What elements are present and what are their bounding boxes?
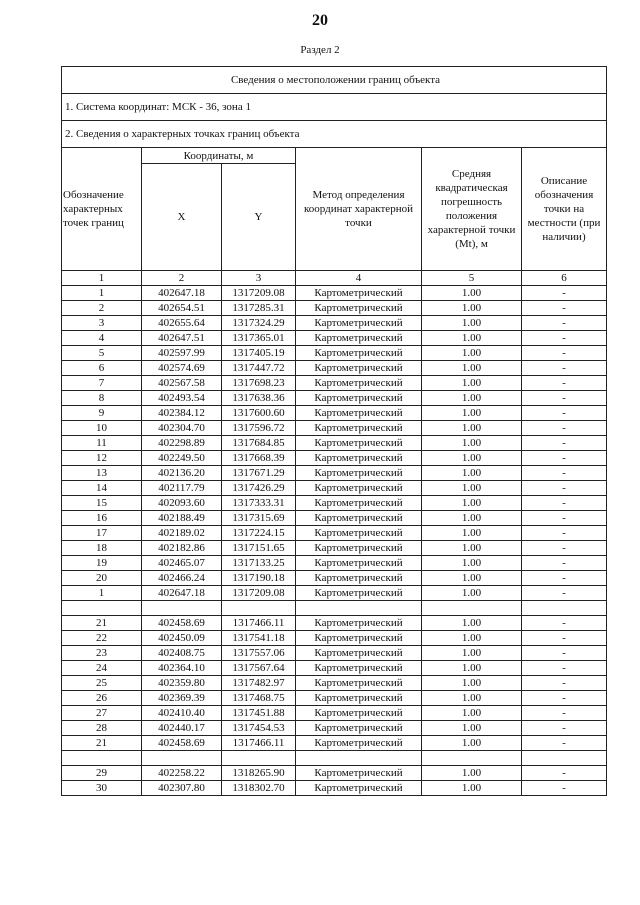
cell-y: 1317405.19 xyxy=(222,346,296,361)
cell-description: - xyxy=(522,616,607,631)
empty-cell xyxy=(62,751,142,766)
empty-cell xyxy=(422,601,522,616)
cell-method: Картометрический xyxy=(296,526,422,541)
cell-description: - xyxy=(522,556,607,571)
cell-description: - xyxy=(522,631,607,646)
cell-method: Картометрический xyxy=(296,736,422,751)
cell-y: 1317333.31 xyxy=(222,496,296,511)
cell-y: 1317454.53 xyxy=(222,721,296,736)
cell-method: Картометрический xyxy=(296,451,422,466)
cell-method: Картометрический xyxy=(296,691,422,706)
cell-y: 1317466.11 xyxy=(222,616,296,631)
cell-point: 23 xyxy=(62,646,142,661)
table-row xyxy=(62,436,607,451)
col-number: 2 xyxy=(142,271,222,286)
table-row xyxy=(62,526,607,541)
table-row xyxy=(62,691,607,706)
table-row xyxy=(62,571,607,586)
cell-description: - xyxy=(522,481,607,496)
cell-y: 1317324.29 xyxy=(222,316,296,331)
cell-error: 1.00 xyxy=(422,691,522,706)
cell-point: 14 xyxy=(62,481,142,496)
cell-point: 26 xyxy=(62,691,142,706)
cell-x: 402654.51 xyxy=(142,301,222,316)
cell-description: - xyxy=(522,736,607,751)
cell-point: 20 xyxy=(62,571,142,586)
table-row xyxy=(62,346,607,361)
cell-point: 30 xyxy=(62,781,142,796)
cell-x: 402249.50 xyxy=(142,451,222,466)
cell-x: 402597.99 xyxy=(142,346,222,361)
cell-error: 1.00 xyxy=(422,586,522,601)
cell-y: 1317451.88 xyxy=(222,706,296,721)
cell-y: 1317151.65 xyxy=(222,541,296,556)
empty-cell xyxy=(522,601,607,616)
cell-y: 1317698.23 xyxy=(222,376,296,391)
cell-error: 1.00 xyxy=(422,676,522,691)
cell-description: - xyxy=(522,346,607,361)
cell-y: 1317684.85 xyxy=(222,436,296,451)
cell-method: Картометрический xyxy=(296,436,422,451)
cell-method: Картометрический xyxy=(296,316,422,331)
cell-point: 4 xyxy=(62,331,142,346)
empty-cell xyxy=(142,601,222,616)
cell-error: 1.00 xyxy=(422,661,522,676)
cell-method: Картометрический xyxy=(296,406,422,421)
cell-method: Картометрический xyxy=(296,556,422,571)
cell-method: Картометрический xyxy=(296,511,422,526)
cell-description: - xyxy=(522,661,607,676)
cell-point: 9 xyxy=(62,406,142,421)
cell-x: 402493.54 xyxy=(142,391,222,406)
empty-cell xyxy=(222,751,296,766)
cell-error: 1.00 xyxy=(422,736,522,751)
cell-method: Картометрический xyxy=(296,376,422,391)
cell-y: 1317638.36 xyxy=(222,391,296,406)
cell-method: Картометрический xyxy=(296,286,422,301)
col-number: 6 xyxy=(522,271,607,286)
cell-y: 1317596.72 xyxy=(222,421,296,436)
table-row xyxy=(62,781,607,796)
cell-method: Картометрический xyxy=(296,646,422,661)
cell-error: 1.00 xyxy=(422,466,522,481)
cell-y: 1317671.29 xyxy=(222,466,296,481)
cell-point: 12 xyxy=(62,451,142,466)
cell-x: 402093.60 xyxy=(142,496,222,511)
table-row xyxy=(62,646,607,661)
cell-method: Картометрический xyxy=(296,781,422,796)
cell-description: - xyxy=(522,766,607,781)
cell-x: 402458.69 xyxy=(142,736,222,751)
cell-x: 402307.80 xyxy=(142,781,222,796)
cell-description: - xyxy=(522,646,607,661)
cell-error: 1.00 xyxy=(422,331,522,346)
cell-error: 1.00 xyxy=(422,646,522,661)
cell-description: - xyxy=(522,781,607,796)
table-row xyxy=(62,316,607,331)
table-row xyxy=(62,361,607,376)
header-x: X xyxy=(142,164,222,271)
table-row xyxy=(62,511,607,526)
table-row xyxy=(62,661,607,676)
boundary-points-table xyxy=(61,66,607,796)
cell-point: 1 xyxy=(62,286,142,301)
cell-y: 1317567.64 xyxy=(222,661,296,676)
cell-description: - xyxy=(522,286,607,301)
header-point-designation: Обозначение характерных точек границ xyxy=(62,148,142,271)
cell-point: 13 xyxy=(62,466,142,481)
cell-x: 402136.20 xyxy=(142,466,222,481)
cell-y: 1317468.75 xyxy=(222,691,296,706)
cell-error: 1.00 xyxy=(422,361,522,376)
cell-method: Картометрический xyxy=(296,481,422,496)
cell-y: 1317466.11 xyxy=(222,736,296,751)
cell-x: 402567.58 xyxy=(142,376,222,391)
cell-error: 1.00 xyxy=(422,346,522,361)
cell-description: - xyxy=(522,586,607,601)
cell-error: 1.00 xyxy=(422,406,522,421)
empty-cell xyxy=(62,601,142,616)
cell-x: 402384.12 xyxy=(142,406,222,421)
table-row xyxy=(62,301,607,316)
col-number: 1 xyxy=(62,271,142,286)
cell-y: 1317365.01 xyxy=(222,331,296,346)
cell-x: 402647.18 xyxy=(142,586,222,601)
cell-y: 1317224.15 xyxy=(222,526,296,541)
cell-point: 11 xyxy=(62,436,142,451)
cell-y: 1318302.70 xyxy=(222,781,296,796)
cell-x: 402408.75 xyxy=(142,646,222,661)
cell-y: 1317668.39 xyxy=(222,451,296,466)
cell-y: 1318265.90 xyxy=(222,766,296,781)
cell-point: 18 xyxy=(62,541,142,556)
cell-x: 402450.09 xyxy=(142,631,222,646)
cell-error: 1.00 xyxy=(422,286,522,301)
cell-error: 1.00 xyxy=(422,541,522,556)
cell-error: 1.00 xyxy=(422,376,522,391)
cell-x: 402188.49 xyxy=(142,511,222,526)
cell-x: 402466.24 xyxy=(142,571,222,586)
cell-error: 1.00 xyxy=(422,316,522,331)
col-number: 5 xyxy=(422,271,522,286)
page-number: 20 xyxy=(312,12,328,29)
cell-description: - xyxy=(522,331,607,346)
table-title: Сведения о местоположении границ объекта xyxy=(62,67,607,94)
table-row xyxy=(62,706,607,721)
cell-method: Картометрический xyxy=(296,706,422,721)
cell-error: 1.00 xyxy=(422,781,522,796)
cell-description: - xyxy=(522,721,607,736)
table-row xyxy=(62,676,607,691)
cell-description: - xyxy=(522,706,607,721)
cell-point: 21 xyxy=(62,736,142,751)
cell-point: 6 xyxy=(62,361,142,376)
cell-description: - xyxy=(522,496,607,511)
cell-x: 402647.51 xyxy=(142,331,222,346)
cell-description: - xyxy=(522,301,607,316)
cell-method: Картометрический xyxy=(296,466,422,481)
table-row xyxy=(62,556,607,571)
table-row-gap xyxy=(62,601,607,616)
table-row xyxy=(62,616,607,631)
cell-description: - xyxy=(522,526,607,541)
cell-description: - xyxy=(522,391,607,406)
cell-point: 1 xyxy=(62,586,142,601)
table-row xyxy=(62,586,607,601)
cell-x: 402364.10 xyxy=(142,661,222,676)
cell-description: - xyxy=(522,541,607,556)
table-row xyxy=(62,421,607,436)
cell-point: 10 xyxy=(62,421,142,436)
cell-y: 1317541.18 xyxy=(222,631,296,646)
cell-point: 19 xyxy=(62,556,142,571)
cell-error: 1.00 xyxy=(422,481,522,496)
cell-method: Картометрический xyxy=(296,631,422,646)
cell-error: 1.00 xyxy=(422,526,522,541)
table-row xyxy=(62,721,607,736)
empty-cell xyxy=(522,751,607,766)
table-row xyxy=(62,331,607,346)
cell-x: 402574.69 xyxy=(142,361,222,376)
cell-y: 1317600.60 xyxy=(222,406,296,421)
cell-method: Картометрический xyxy=(296,496,422,511)
cell-x: 402304.70 xyxy=(142,421,222,436)
cell-point: 24 xyxy=(62,661,142,676)
section-title: Раздел 2 xyxy=(300,44,340,56)
cell-x: 402465.07 xyxy=(142,556,222,571)
cell-method: Картометрический xyxy=(296,766,422,781)
cell-method: Картометрический xyxy=(296,586,422,601)
cell-x: 402359.80 xyxy=(142,676,222,691)
cell-description: - xyxy=(522,406,607,421)
cell-y: 1317482.97 xyxy=(222,676,296,691)
cell-method: Картометрический xyxy=(296,301,422,316)
cell-point: 5 xyxy=(62,346,142,361)
cell-x: 402258.22 xyxy=(142,766,222,781)
cell-point: 7 xyxy=(62,376,142,391)
cell-error: 1.00 xyxy=(422,391,522,406)
cell-error: 1.00 xyxy=(422,766,522,781)
cell-method: Картометрический xyxy=(296,361,422,376)
table-row xyxy=(62,496,607,511)
cell-method: Картометрический xyxy=(296,331,422,346)
empty-cell xyxy=(222,601,296,616)
cell-y: 1317557.06 xyxy=(222,646,296,661)
cell-method: Картометрический xyxy=(296,616,422,631)
table-row xyxy=(62,466,607,481)
points-section-line: 2. Сведения о характерных точках границ объекта xyxy=(62,121,607,148)
table-row xyxy=(62,391,607,406)
cell-error: 1.00 xyxy=(422,571,522,586)
cell-point: 2 xyxy=(62,301,142,316)
cell-error: 1.00 xyxy=(422,496,522,511)
cell-description: - xyxy=(522,511,607,526)
empty-cell xyxy=(296,601,422,616)
cell-error: 1.00 xyxy=(422,556,522,571)
cell-method: Картометрический xyxy=(296,541,422,556)
table-row xyxy=(62,631,607,646)
cell-x: 402369.39 xyxy=(142,691,222,706)
table-row-gap xyxy=(62,751,607,766)
coordinate-system-line: 1. Система координат: МСК - 36, зона 1 xyxy=(62,94,607,121)
table-row xyxy=(62,406,607,421)
cell-error: 1.00 xyxy=(422,616,522,631)
header-coordinates: Координаты, м xyxy=(142,148,296,164)
cell-x: 402410.40 xyxy=(142,706,222,721)
cell-point: 21 xyxy=(62,616,142,631)
cell-point: 27 xyxy=(62,706,142,721)
header-error: Средняя квадратическая погрешность положения характерной точки (Mt), м xyxy=(422,148,522,271)
table-row xyxy=(62,286,607,301)
table-row xyxy=(62,766,607,781)
cell-x: 402655.64 xyxy=(142,316,222,331)
cell-x: 402298.89 xyxy=(142,436,222,451)
cell-point: 28 xyxy=(62,721,142,736)
cell-point: 15 xyxy=(62,496,142,511)
cell-description: - xyxy=(522,361,607,376)
cell-description: - xyxy=(522,421,607,436)
cell-x: 402647.18 xyxy=(142,286,222,301)
cell-error: 1.00 xyxy=(422,421,522,436)
table-row xyxy=(62,451,607,466)
cell-method: Картометрический xyxy=(296,721,422,736)
empty-cell xyxy=(142,751,222,766)
cell-point: 16 xyxy=(62,511,142,526)
header-description: Описание обозначения точки на местности (при наличии) xyxy=(522,148,607,271)
cell-y: 1317209.08 xyxy=(222,286,296,301)
cell-y: 1317315.69 xyxy=(222,511,296,526)
cell-x: 402440.17 xyxy=(142,721,222,736)
table-row xyxy=(62,541,607,556)
cell-point: 25 xyxy=(62,676,142,691)
cell-description: - xyxy=(522,466,607,481)
table-row xyxy=(62,736,607,751)
table-row xyxy=(62,481,607,496)
cell-description: - xyxy=(522,436,607,451)
cell-point: 8 xyxy=(62,391,142,406)
cell-error: 1.00 xyxy=(422,436,522,451)
cell-description: - xyxy=(522,691,607,706)
cell-description: - xyxy=(522,376,607,391)
cell-point: 29 xyxy=(62,766,142,781)
cell-method: Картометрический xyxy=(296,676,422,691)
cell-method: Картометрический xyxy=(296,391,422,406)
table-row xyxy=(62,376,607,391)
cell-description: - xyxy=(522,451,607,466)
cell-x: 402182.86 xyxy=(142,541,222,556)
empty-cell xyxy=(422,751,522,766)
col-number: 4 xyxy=(296,271,422,286)
cell-method: Картометрический xyxy=(296,346,422,361)
cell-y: 1317209.08 xyxy=(222,586,296,601)
cell-y: 1317190.18 xyxy=(222,571,296,586)
cell-y: 1317447.72 xyxy=(222,361,296,376)
cell-x: 402189.02 xyxy=(142,526,222,541)
cell-x: 402458.69 xyxy=(142,616,222,631)
empty-cell xyxy=(296,751,422,766)
cell-error: 1.00 xyxy=(422,301,522,316)
header-method: Метод определения координат характерной точки xyxy=(296,148,422,271)
cell-description: - xyxy=(522,316,607,331)
cell-point: 3 xyxy=(62,316,142,331)
cell-x: 402117.79 xyxy=(142,481,222,496)
cell-y: 1317285.31 xyxy=(222,301,296,316)
cell-description: - xyxy=(522,676,607,691)
cell-error: 1.00 xyxy=(422,451,522,466)
cell-error: 1.00 xyxy=(422,511,522,526)
cell-method: Картометрический xyxy=(296,421,422,436)
cell-error: 1.00 xyxy=(422,721,522,736)
header-y: Y xyxy=(222,164,296,271)
col-number: 3 xyxy=(222,271,296,286)
cell-error: 1.00 xyxy=(422,631,522,646)
cell-method: Картометрический xyxy=(296,571,422,586)
cell-error: 1.00 xyxy=(422,706,522,721)
cell-point: 17 xyxy=(62,526,142,541)
cell-description: - xyxy=(522,571,607,586)
cell-y: 1317133.25 xyxy=(222,556,296,571)
cell-point: 22 xyxy=(62,631,142,646)
cell-y: 1317426.29 xyxy=(222,481,296,496)
cell-method: Картометрический xyxy=(296,661,422,676)
